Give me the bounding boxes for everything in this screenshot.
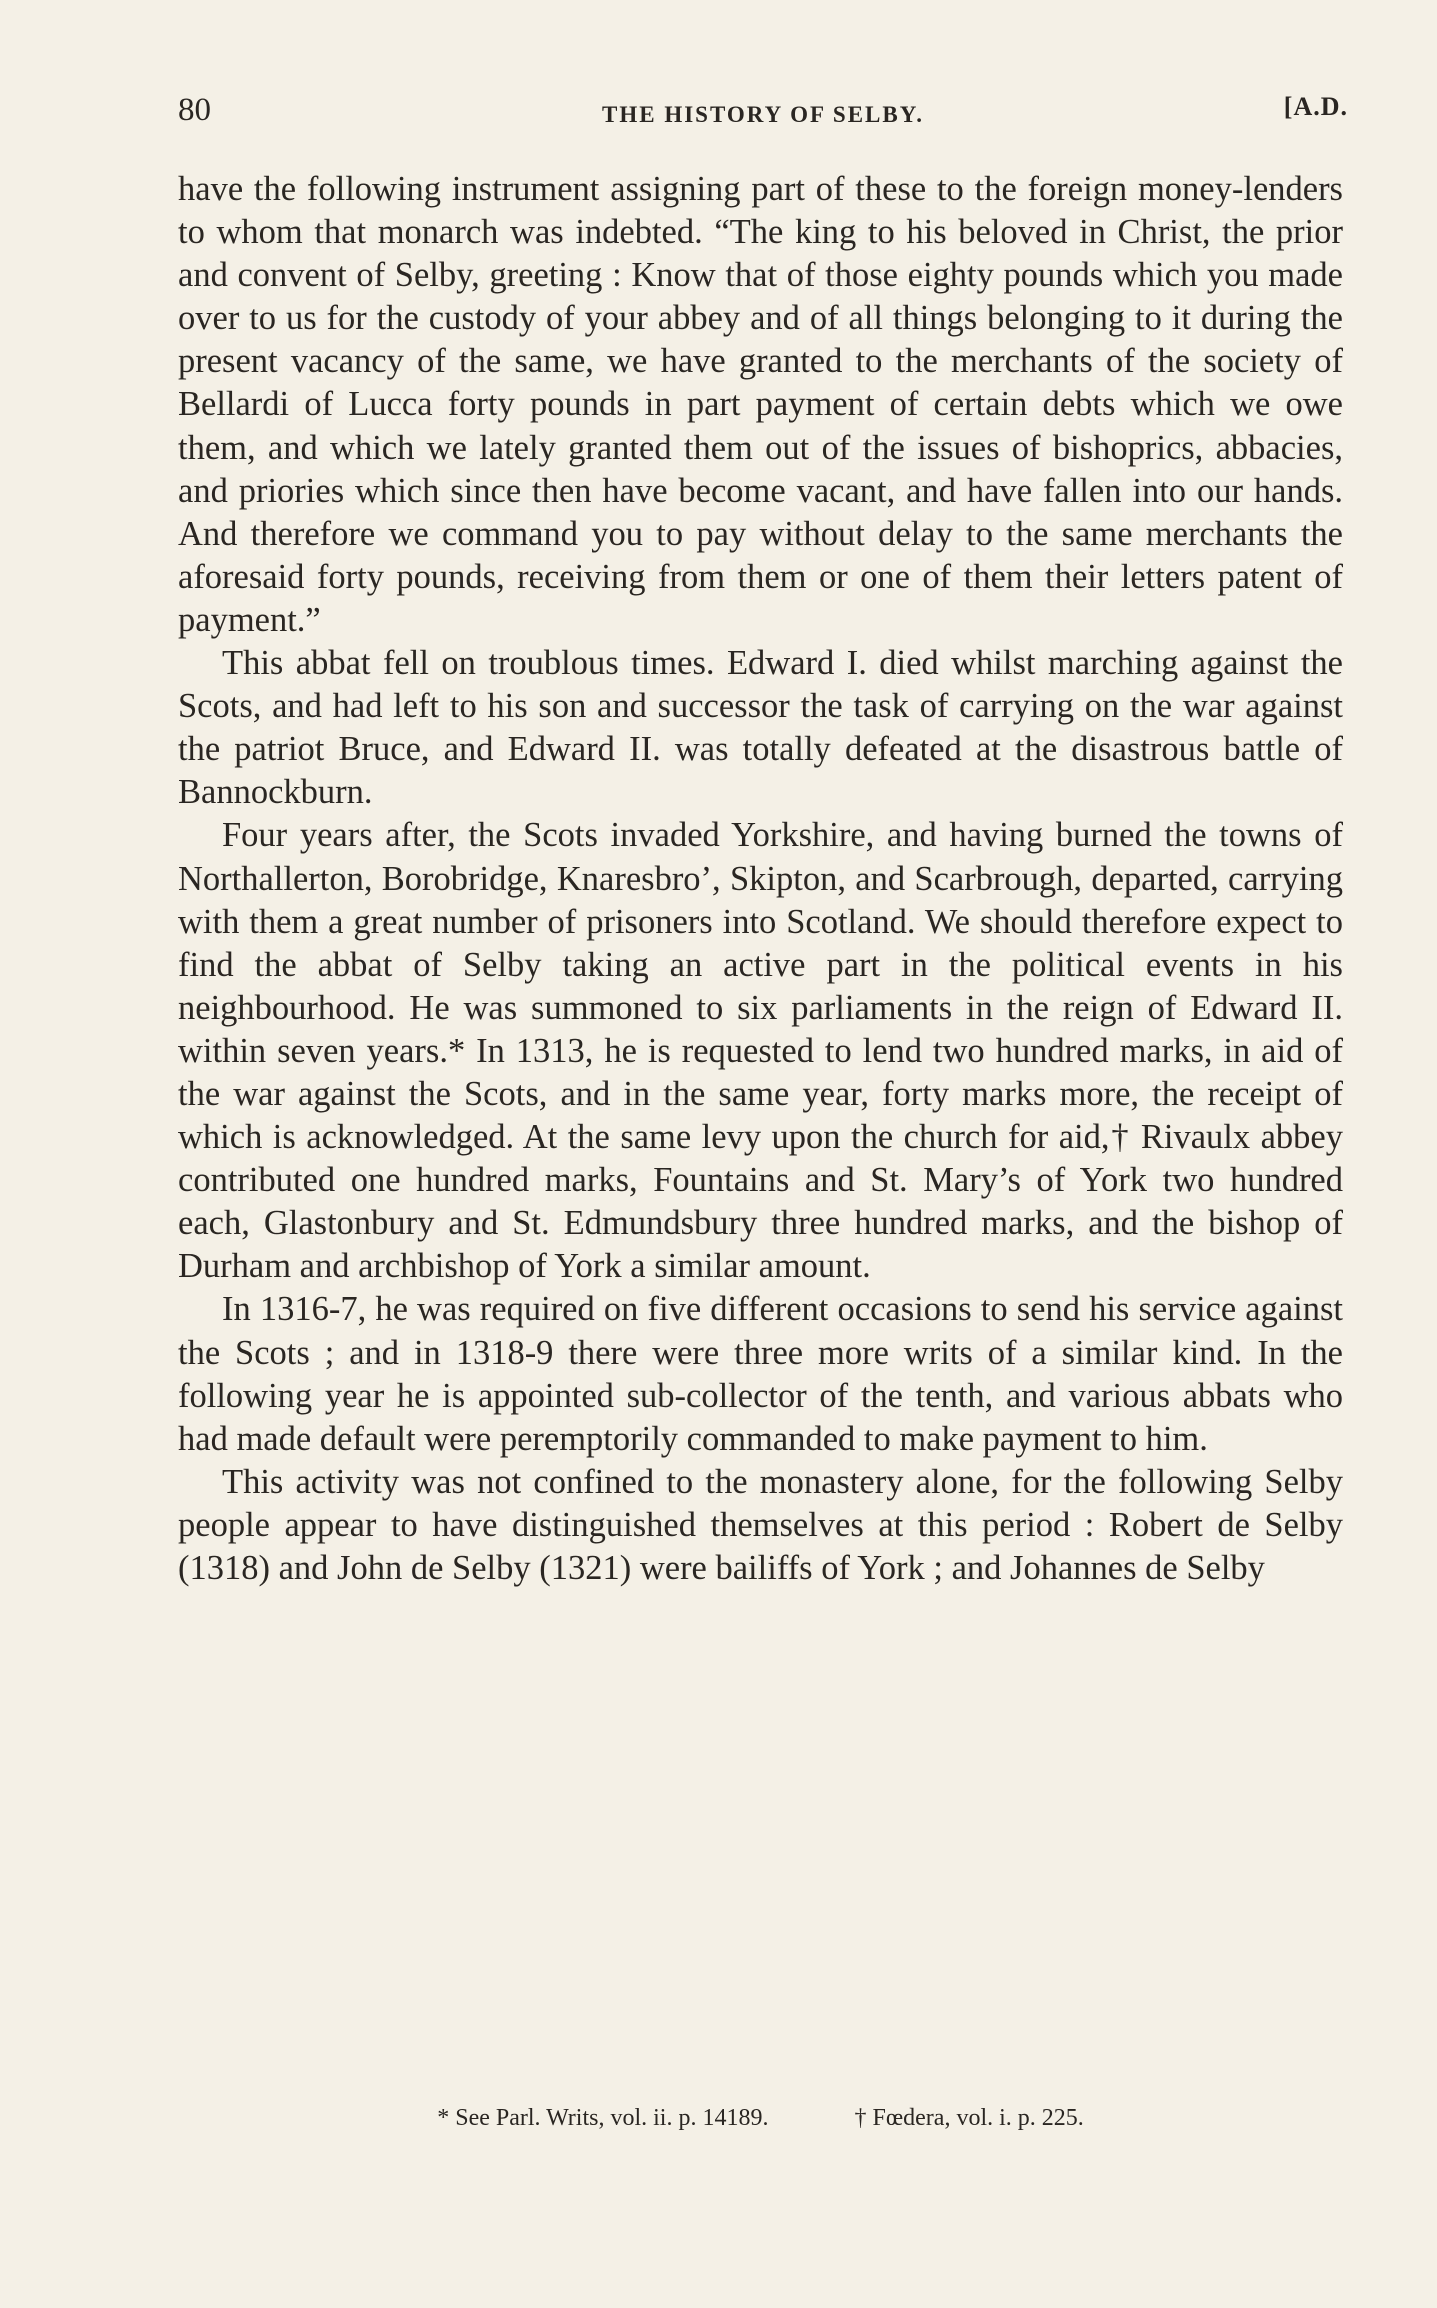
page-header (178, 92, 1348, 142)
paragraph: have the following instrument assigning part of these to the foreign money-lenders to whom that monarch was indebted. “The king to his beloved in Christ, the prior and convent of Selby, greeting : Know that of those eighty pounds which you made over to us for the custody of your abbey and of all things belonging to it during the present vacancy of the same, we have granted to the merchants of the society of Bellardi of Lucca forty pounds in part payment of certain debts which we owe them, and which we lately granted them out of the issues of bishoprics, abbacies, and priories which since then have become vacant, and have fallen into our hands. And therefore we command you to pay without delay to the same merchants the aforesaid forty pounds, receiving from them or one of them their letters patent of payment.” (178, 170, 1343, 639)
paragraph: This activity was not confined to the monastery alone, for the following Selby people appear to have distinguished themselves at this period : Robert de Selby (1318) and John de Selby (1321) were bailiffs of York ; and Johannes de Selby (178, 1462, 1343, 1587)
paragraph: In 1316-7, he was required on five different occasions to send his service against the Scots ; and in 1318-9 there were three more writs of a similar kind. In the following year he is appointed sub-collector of the tenth, and various abbats who had made default were peremptorily commanded to make payment to him. (178, 1290, 1343, 1458)
footnotes (178, 2101, 1343, 2135)
footnote: * See Parl. Writs, vol. ii. p. 14189. (437, 2105, 769, 2131)
body-text (178, 168, 1343, 1590)
footnote: † Fœdera, vol. i. p. 225. (854, 2105, 1084, 2131)
paragraph: Four years after, the Scots invaded Yorkshire, and having burned the towns of Northallerton, Borobridge, Knaresbro’, Skipton, and Scarbrough, departed, carrying with them a great number of prisoners into Scotland. We should therefore expect to find the abbat of Selby taking an active part in the political events in his neighbourhood. He was summoned to six parliaments in the reign of Edward II. within seven years.* In 1313, he is requested to lend two hundred marks, in aid of the war against the Scots, and in the same year, forty marks more, the receipt of which is acknowledged. At the same levy upon the church for aid,† Rivaulx abbey contributed one hundred marks, Fountains and St. Mary’s of York two hundred each, Glastonbury and St. Edmundsbury three hundred marks, and the bishop of Durham and archbishop of York a similar amount. (178, 816, 1343, 1286)
page-number: 80 (178, 92, 211, 128)
era-marker: [A.D. (1283, 92, 1348, 121)
paragraph: This abbat fell on troublous times. Edward I. died whilst marching against the Scots, and had left to his son and successor the task of carrying on the war against the patriot Bruce, and Edward II. was totally defeated at the disastrous battle of Bannockburn. (178, 644, 1343, 812)
running-title: THE HISTORY OF SELBY. (602, 102, 924, 127)
